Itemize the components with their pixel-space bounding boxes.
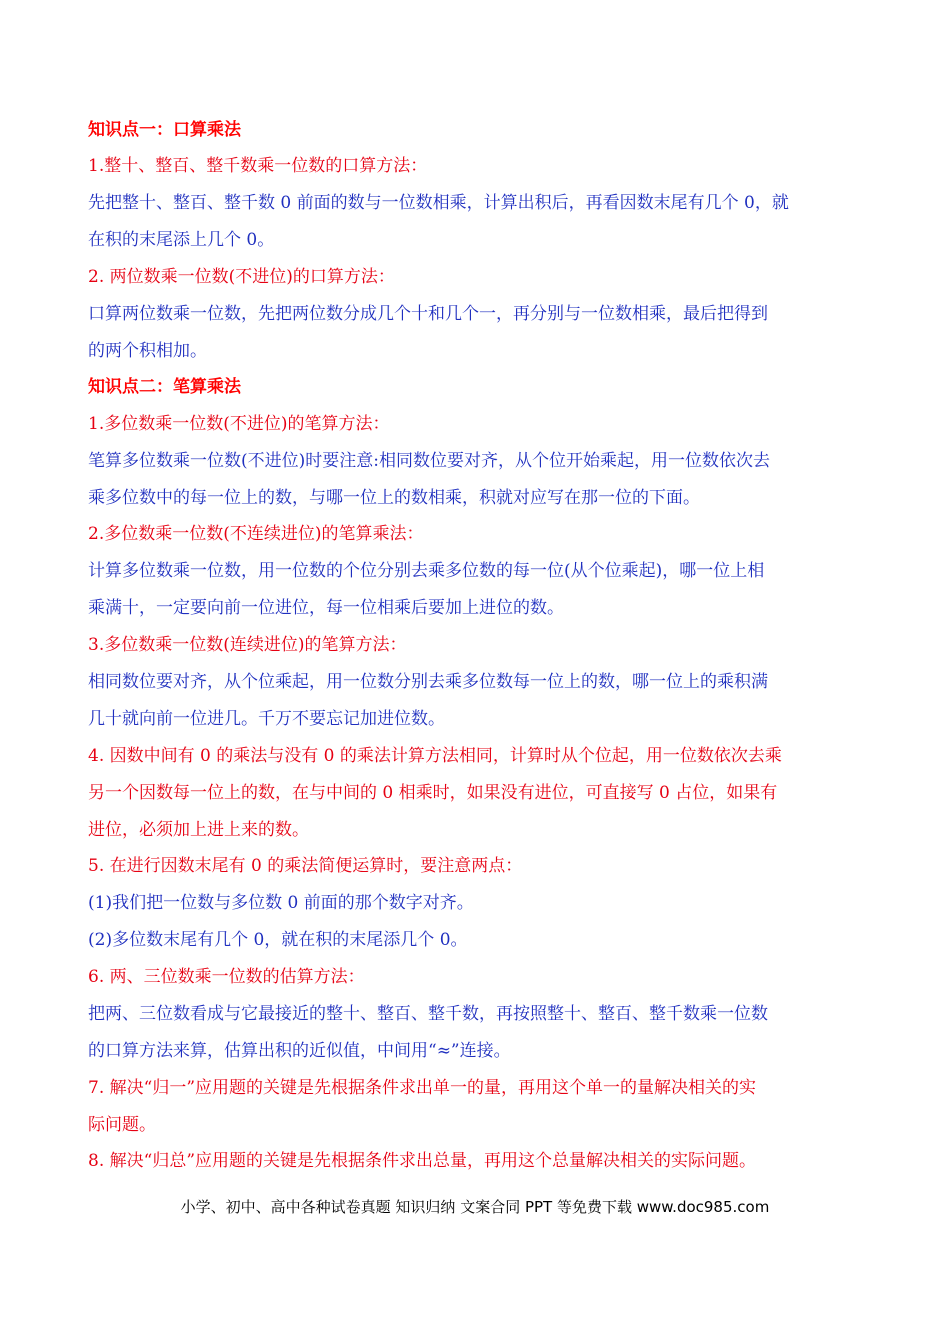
item-title-oral-whole-tens: 1.整十、整百、整千数乘一位数的口算方法： — [88, 156, 428, 176]
item-title-trailing-zero: 5. 在进行因数末尾有 0 的乘法简便运算时，要注意两点： — [88, 856, 523, 876]
item-title-written-non-continuous-carry: 2.多位数乘一位数(不连续进位)的笔算乘法： — [88, 524, 424, 544]
item-text-line: (2)多位数末尾有几个 0，就在积的末尾添几个 0。 — [88, 930, 468, 950]
item-text-unit-problem: 7. 解决“归一”应用题的关键是先根据条件求出单一的量，再用这个单一的量解决相关的实 — [88, 1078, 757, 1098]
item-text-line: 把两、三位数看成与它最接近的整十、整百、整千数，再按照整十、整百、整千数乘一位数 — [88, 1004, 768, 1024]
item-text-line: 的两个积相加。 — [88, 341, 207, 361]
item-title-written-continuous-carry: 3.多位数乘一位数(连续进位)的笔算方法： — [88, 635, 407, 655]
item-text-zero-in-middle: 进位，必须加上进上来的数。 — [88, 820, 309, 840]
item-text-line: 计算多位数乘一位数，用一位数的个位分别去乘多位数的每一位(从个位乘起)，哪一位上相 — [88, 561, 765, 581]
item-text-line: 笔算多位数乘一位数(不进位)时要注意:相同数位要对齐，从个位开始乘起，用一位数依次去 — [88, 451, 770, 471]
item-text-line: 先把整十、整百、整千数 0 前面的数与一位数相乘，计算出积后，再看因数末尾有几个 0，就 — [88, 193, 789, 213]
item-text-line: 乘多位数中的每一位上的数，与哪一位上的数相乘，积就对应写在那一位的下面。 — [88, 488, 700, 508]
item-text-line: 的口算方法来算，估算出积的近似值，中间用“≈”连接。 — [88, 1041, 511, 1061]
item-text-line: 口算两位数乘一位数，先把两位数分成几个十和几个一，再分别与一位数相乘，最后把得到 — [88, 304, 768, 324]
item-title-estimation: 6. 两、三位数乘一位数的估算方法： — [88, 967, 365, 987]
section-heading-1: 知识点一：口算乘法 — [88, 120, 241, 140]
item-text-line: (1)我们把一位数与多位数 0 前面的那个数字对齐。 — [88, 893, 474, 913]
item-text-line: 几十就向前一位进几。千万不要忘记加进位数。 — [88, 709, 445, 729]
item-text-zero-in-middle: 4. 因数中间有 0 的乘法与没有 0 的乘法计算方法相同，计算时从个位起，用一位数依次去乘 — [88, 746, 782, 766]
item-title-written-no-carry: 1.多位数乘一位数(不进位)的笔算方法： — [88, 414, 390, 434]
section-heading-2: 知识点二：笔算乘法 — [88, 377, 241, 397]
item-title-oral-two-digit: 2. 两位数乘一位数(不进位)的口算方法： — [88, 267, 395, 287]
item-text-unit-problem: 际问题。 — [88, 1115, 156, 1135]
page-footer: 小学、初中、高中各种试卷真题 知识归纳 文案合同 PPT 等免费下载 www.doc985.com — [180, 1198, 770, 1216]
item-text-line: 乘满十，一定要向前一位进位，每一位相乘后要加上进位的数。 — [88, 598, 564, 618]
item-text-line: 在积的末尾添上几个 0。 — [88, 230, 275, 250]
item-text-line: 相同数位要对齐，从个位乘起，用一位数分别去乘多位数每一位上的数，哪一位上的乘积满 — [88, 672, 768, 692]
item-text-total-problem: 8. 解决“归总”应用题的关键是先根据条件求出总量，再用这个总量解决相关的实际问题。 — [88, 1151, 757, 1171]
item-text-zero-in-middle: 另一个因数每一位上的数，在与中间的 0 相乘时，如果没有进位，可直接写 0 占位，如果有 — [88, 783, 778, 803]
